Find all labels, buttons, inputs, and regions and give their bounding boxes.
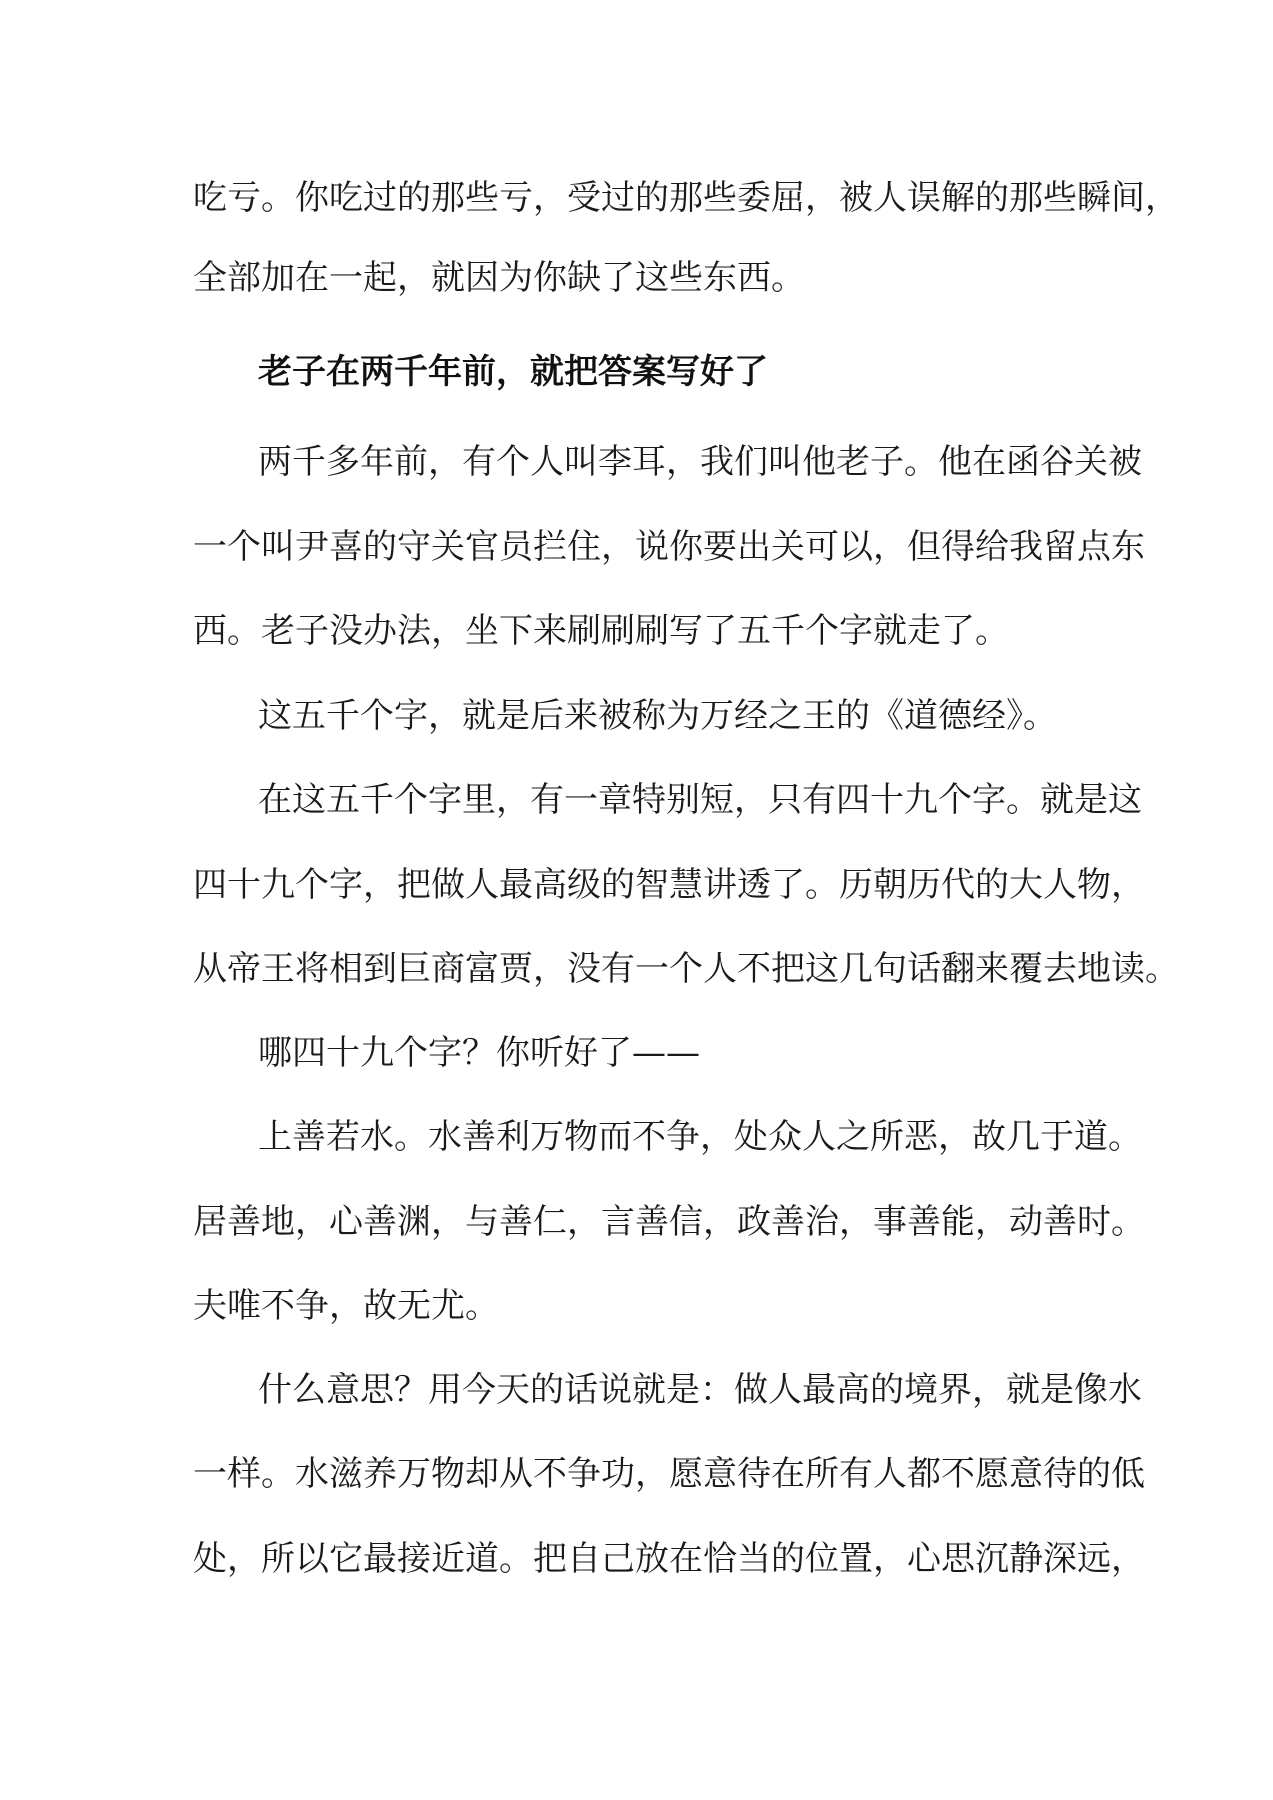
paragraph-line: 夫唯不争，故无尤。 xyxy=(193,1286,499,1326)
paragraph-line: 什么意思？用今天的话说就是：做人最高的境界，就是像水 xyxy=(258,1370,1142,1410)
paragraph-line: 居善地，心善渊，与善仁，言善信，政善治，事善能，动善时。 xyxy=(193,1202,1145,1242)
paragraph-line: 这五千个字，就是后来被称为万经之王的《道德经》。 xyxy=(258,696,1057,736)
paragraph-line: 处，所以它最接近道。把自己放在恰当的位置，心思沉静深远， xyxy=(193,1539,1145,1579)
paragraph-line: 从帝王将相到巨商富贾，没有一个人不把这几句话翻来覆去地读。 xyxy=(193,949,1179,989)
paragraph-line: 一个叫尹喜的守关官员拦住，说你要出关可以，但得给我留点东 xyxy=(193,527,1145,567)
paragraph-line: 全部加在一起，就因为你缺了这些东西。 xyxy=(193,258,805,298)
paragraph-line: 一样。水滋养万物却从不争功，愿意待在所有人都不愿意待的低 xyxy=(193,1454,1145,1494)
paragraph-line: 两千多年前，有个人叫李耳，我们叫他老子。他在函谷关被 xyxy=(258,442,1142,482)
paragraph-line: 在这五千个字里，有一章特别短，只有四十九个字。就是这 xyxy=(258,780,1142,820)
section-heading: 老子在两千年前，就把答案写好了 xyxy=(258,352,768,392)
paragraph-line: 哪四十九个字？你听好了—— xyxy=(258,1033,700,1073)
paragraph-line: 吃亏。你吃过的那些亏，受过的那些委屈，被人误解的那些瞬间， xyxy=(193,178,1179,218)
paragraph-line: 西。老子没办法，坐下来刷刷刷写了五千个字就走了。 xyxy=(193,611,1009,651)
paragraph-line: 四十九个字，把做人最高级的智慧讲透了。历朝历代的大人物， xyxy=(193,865,1145,905)
paragraph-line: 上善若水。水善利万物而不争，处众人之所恶，故几于道。 xyxy=(258,1117,1142,1157)
